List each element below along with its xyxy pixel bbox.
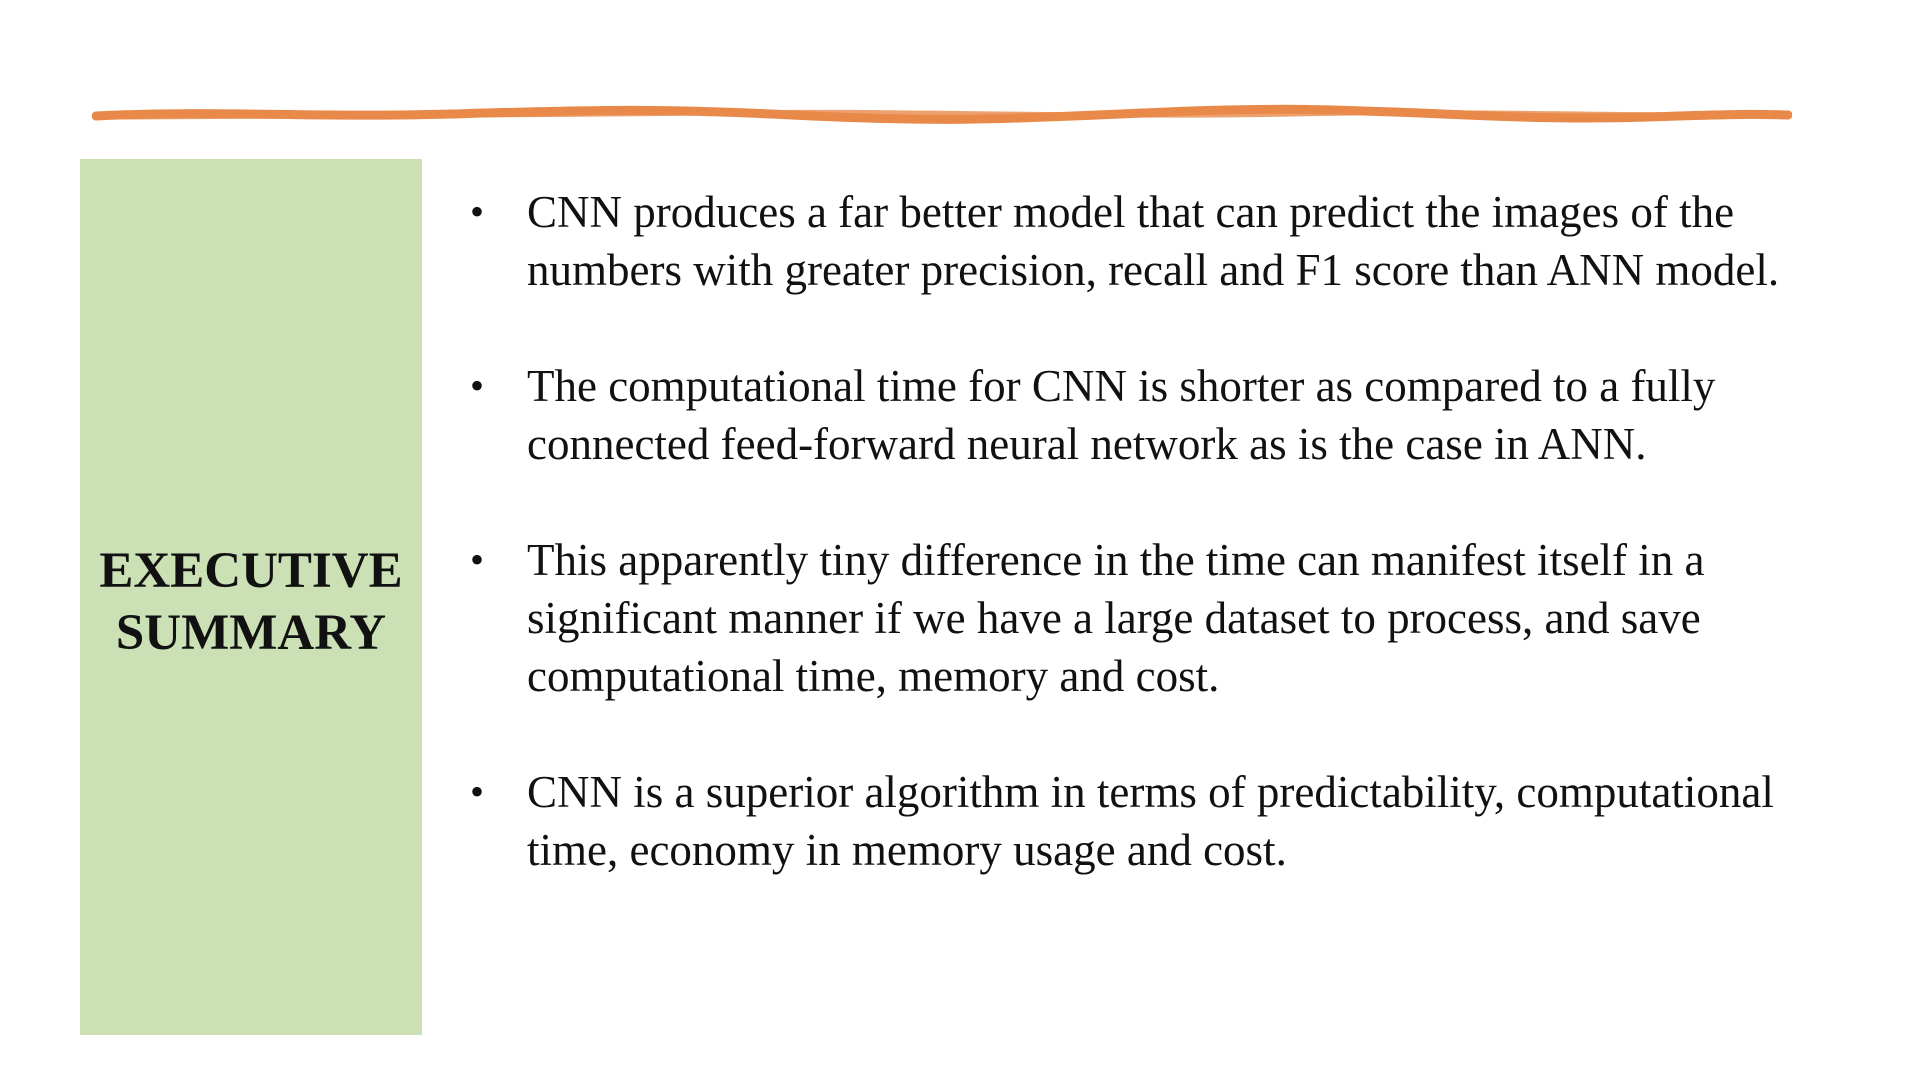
- bullet-text: This apparently tiny difference in the time can manifest itself in a significant manner if we have a large dataset to process, and save computational time, memory and cost.: [527, 535, 1705, 701]
- section-title-line2: SUMMARY: [115, 605, 387, 661]
- section-title-line1: EXECUTIVE: [99, 543, 403, 599]
- list-item: [470, 763, 1850, 879]
- list-item: [470, 357, 1850, 473]
- executive-summary-panel: [80, 159, 422, 1035]
- bullet-dot-icon: •: [470, 537, 485, 582]
- bullet-text: The computational time for CNN is shorter as compared to a fully connected feed-forward neural network as is the case in ANN.: [527, 361, 1716, 469]
- bullet-text: CNN produces a far better model that can predict the images of the numbers with greater precision, recall and F1 score than ANN model.: [527, 187, 1780, 295]
- summary-bullet-list: [470, 183, 1850, 937]
- bullet-dot-icon: •: [470, 189, 485, 234]
- list-item: [470, 183, 1850, 299]
- decorative-brush-line: [92, 100, 1792, 130]
- bullet-text: CNN is a superior algorithm in terms of predictability, computational time, economy in memory usage and cost.: [527, 767, 1774, 875]
- bullet-dot-icon: •: [470, 363, 485, 408]
- section-title: [86, 540, 416, 664]
- list-item: [470, 531, 1850, 705]
- bullet-dot-icon: •: [470, 769, 485, 814]
